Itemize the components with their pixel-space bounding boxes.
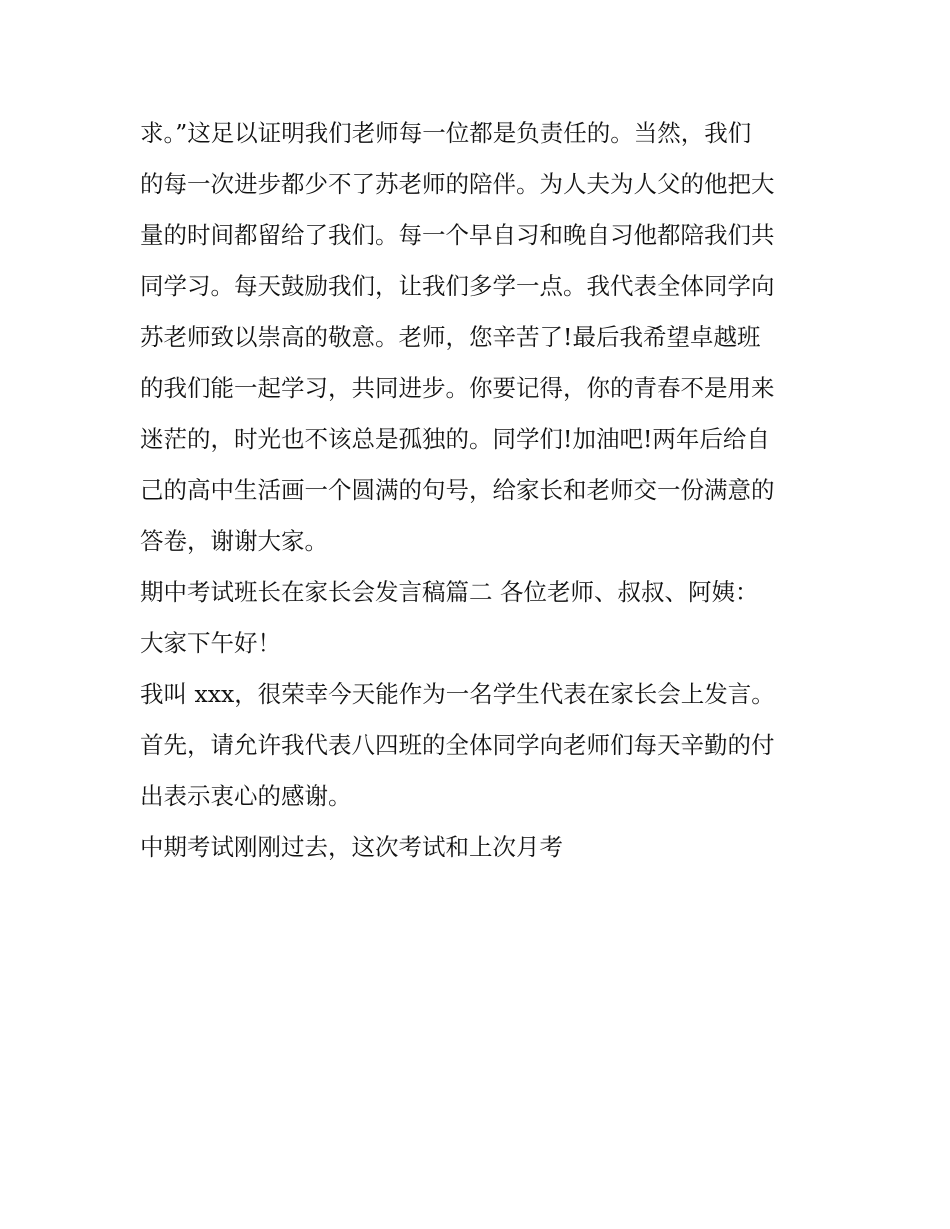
text-line: 首先，请允许我代表八四班的全体同学向老师们每天辛勤的付 bbox=[140, 731, 775, 759]
greeting-line: 大家下午好！ bbox=[140, 629, 281, 657]
text-line: 己的高中生活画一个圆满的句号，给家长和老师交一份满意的 bbox=[140, 476, 775, 504]
text-line: 同学习。每天鼓励我们，让我们多学一点。我代表全体同学向 bbox=[140, 272, 775, 300]
section-heading-line: 期中考试班长在家长会发言稿篇二 各位老师、叔叔、阿姨： bbox=[140, 578, 759, 606]
text-line: 的每一次进步都少不了苏老师的陪伴。为人夫为人父的他把大 bbox=[140, 170, 775, 198]
text-line: 出表示衷心的感谢。 bbox=[140, 782, 352, 810]
body-text bbox=[140, 108, 820, 873]
text-line: 苏老师致以崇高的敬意。老师，您辛苦了!最后我希望卓越班 bbox=[140, 323, 761, 351]
text-line: 的我们能一起学习，共同进步。你要记得，你的青春不是用来 bbox=[140, 374, 775, 402]
text-line: 求。”这足以证明我们老师每一位都是负责任的。当然，我们 bbox=[140, 119, 752, 147]
text-line: 迷茫的，时光也不该总是孤独的。同学们!加油吧!两年后给自 bbox=[140, 425, 770, 453]
text-line: 我叫 xxx，很荣幸今天能作为一名学生代表在家长会上发言。 bbox=[140, 680, 775, 708]
text-line: 中期考试刚刚过去，这次考试和上次月考 bbox=[140, 833, 563, 861]
text-line: 量的时间都留给了我们。每一个早自习和晚自习他都陪我们共 bbox=[140, 221, 775, 249]
text-line: 答卷，谢谢大家。 bbox=[140, 527, 328, 555]
